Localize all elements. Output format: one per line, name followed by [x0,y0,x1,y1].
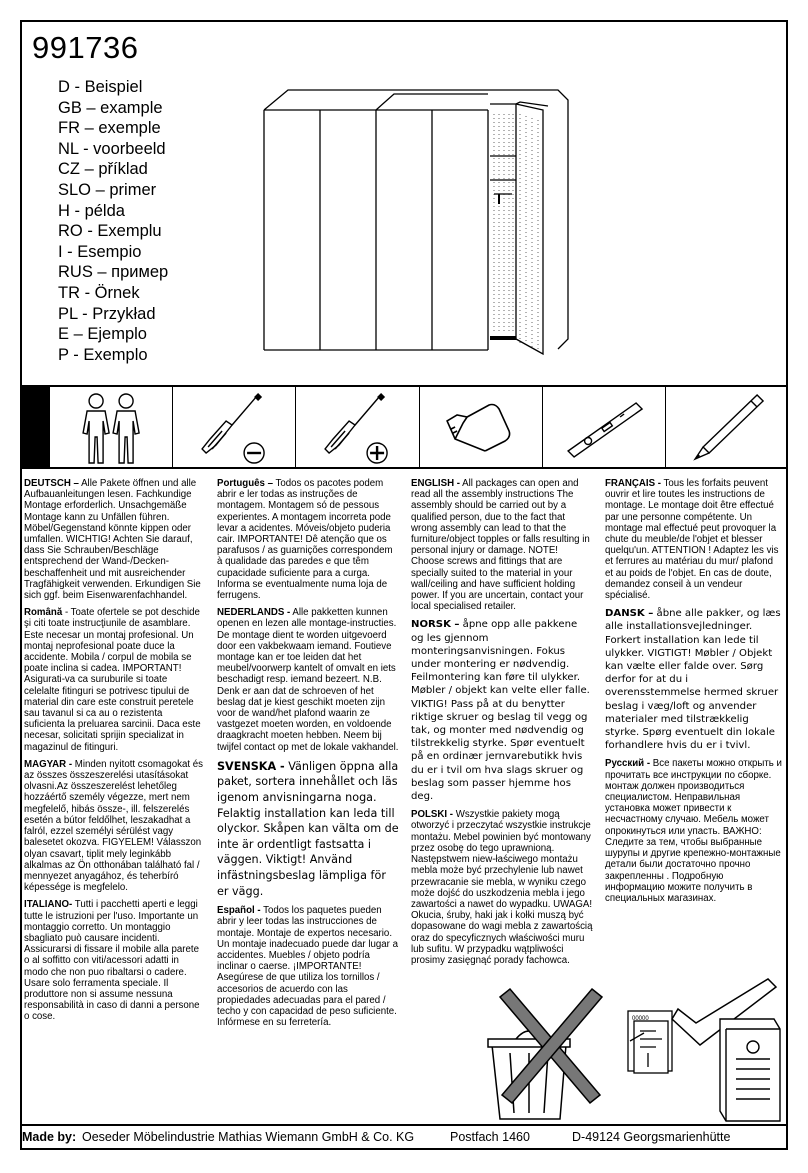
section-swedish: SVENSKA - Vänligen öppna alla paket, sortera innehållet och läs igenom anvisningarna noga. Felaktig installation kan leda till olyckor. Skåpen kan välta om de inte är ordentligt fastsatta i väggen. Viktigt! Använd infästningsbeslag lämpliga för er vägg. [217,759,399,898]
tool-cell-pencil [665,387,788,467]
flat-screwdriver-icon [173,387,295,467]
lang-i: I - Esempio [58,242,142,261]
lang-gb: GB – example [58,98,163,117]
tools-bar-black-strip [20,387,49,467]
po-box: Postfach 1460 [450,1130,530,1144]
lang-e: E – Ejemplo [58,325,147,344]
trash-bin-crossed-icon [488,989,602,1119]
lang-p: P - Exemplo [58,345,148,364]
lang-fr: FR – exemple [58,119,161,138]
lang-h: H - példa [58,201,125,220]
section-spanish: Español - Todos los paquetes pueden abrir y leer todas las instrucciones de montaje. Montaje de expertos necesario. Un montaje inadecuado puede dar lugar a accidentes. Muebles / objeto podría inclinar o caerse. ¡IMPORTANTE! Asegúrese de que utiliza los tornillos / accesorios de acuerdo con las propiedades adecuadas para el pared / techo y con capacidad de peso suficiente. Infórmese en su ferretería. [217,905,398,1029]
text-column-3 [411,478,593,972]
binder-folder-icon [720,1019,780,1121]
section-norwegian: NORSK – åpne opp alle pakkene og les gjennom monteringsanvisningen. Fokus under montering er nødvendig. Feilmontering kan føre til ulykker. Møbler / objekt kan velte eller falle. VIKTIG! Pass på at du benytter riktige skruer og beslag til vegg og tak, og monter med nødvendig og tilstrekkelig styrke. Spør eventuelt på en ordinær jernvarebutikk hvis du er i tvil om hva slags skruer og beslag som passer hjemme hos deg. [411,619,590,803]
section-german: DEUTSCH – Alle Pakete öffnen und alle Aufbauanleitungen lesen. Fachkundige Montage erforderlich. Unsachgemäße Montage kann zu Unfällen führen. Möbel/Gegenstand könnte kippen oder umfallen. WICHTIG! Achten Sie darauf, dass Sie Schrauben/Beschläge entsprechend der Wand-/Decken-beschaffenheit und mit ausreichender Tragfähigkeit verwenden. Erkundigen Sie sich ggf. beim Eisenwarenfachhandel. [24,478,201,602]
pencil-icon [666,387,788,467]
lang-tr: TR - Örnek [58,283,140,302]
lang-cz: CZ – příklad [58,160,148,179]
tool-cell-tape-measure [419,387,542,467]
lang-de: D - Beispiel [58,78,143,96]
section-french: FRANÇAIS - Tous les forfaits peuvent ouvrir et lire toutes les instructions de montage. Le montage doit être effectué par une personne compétente. Un montage mal effectué peut provoquer la chute du meuble/de l'objet et blesser quelqu'un. ATTENTION ! Adaptez les vis et ferrures au matériau du mur/ plafond et au poids de l'objet. En cas de doute, demandez conseil à un vendeur spécialisé. [605,478,779,602]
lang-slo: SLO – primer [58,180,157,199]
section-danish: DANSK – åbne alle pakker, og læs alle installationsvejledninger. Forkert installation kan lede til ulykker. VIGTIGT! Møbler / Objekt kan vælte eller falde over. Sørg derfor for at du i overensstemmelse hermed skruer beslag i væg/loft og anvender materialer med tilstrækkelig styrke. Spørg eventuelt din lokale forhandlere hvis du er i tvivl. [605,608,781,752]
lang-ro: RO - Exemplu [58,222,162,241]
wardrobe-illustration [258,84,578,374]
two-persons-icon [50,387,172,467]
disposal-illustration [480,975,785,1123]
section-italian: ITALIANO- Tutti i pacchetti aperti e leggi tutte le istruzioni per l'uso. Importante un montaggio corretto. Un montaggio sbagliato può causare incidenti. Assicurarsi di fissare il mobile alla parete o al soffitto con viti/acessori adatti in modo che non puo ribaltarsi o cadere. Usare solo ferramenta speciale. Il produttore non si assume nessuna responsabilità in caso di danni a persone o cose. [24,899,200,1023]
tool-cell-phillips-screwdriver [295,387,418,467]
lang-rus: RUS – пример [58,263,169,282]
example-language-list [58,77,168,365]
tools-bar [20,385,788,469]
company-name: Oeseder Möbelindustrie Mathias Wiemann GmbH & Co. KG [82,1130,415,1144]
text-column-4 [605,478,783,910]
text-column-1 [24,478,204,1029]
section-romanian: Română - Toate ofertele se pot deschide şi citi toate instrucţiunile de asamblare. Este necesar un montaj profesional. Un montaj neprofesional poate duce la accidente. Mobila / corpul de mobila se poate inclina si cadea. IMPORTANT! Asigurati-va ca suruburile si toate celelalte fitinguri se potrivesc tipului de material din care este construit peretele sau tavanul si ca au o rezistenta suficienta la preluarea sarcinii. Daca este necesar, solicitati sprijin specializat in magazinul de fitinguri. [24,607,201,753]
section-polish: POLSKI - Wszystkie pakiety mogą otworzyć i przeczytać wszystkie instrukcje montażu. Mebel powinien być montowany przez osobę do tego uprawnioną. Następstwem niew-łaściwego montażu mebla może być przechylenie lub nawet przewracanie sie mebla, w wyniku czego może dojść do uszkodzenia mebla i jego zawartości a nawet do wypadku. UWAGA! Okucia, śruby, haki jak i kołki muszą być dopasowane do wagi mebla z zawartością oraz do specyficznych właściwości muru lub sufitu. W przypadku wątpliwości prosimy zasięgnąć porady fachowca. [411,809,593,966]
tape-measure-icon [420,387,542,467]
text-column-2 [217,478,399,1034]
lang-nl: NL - voorbeeld [58,139,166,158]
section-portuguese: Português – Todos os pacotes podem abrir e ler todas as instruções de montagem. Montagem só de pessous experientes. A montagem incorreta pode levar a acidentes. Móveis/objeto puderia cair. IMPORTANTE! Dê atenção que os parafusos / as guarnições correspondem à qualidade das paredes e que têm cupacidade suficiente para a curga. Informa se eventualmente numa loja de ferrugens. [217,478,393,602]
section-dutch: NEDERLANDS - Alle pakketten kunnen openen en lezen alle montage-instructies. De montage dient te worden uitgevoerd door een vakbekwaam iemand. Foutieve montage kan er toe leiden dat het meubel/voorwerp kantelt of omvalt en iets beschadigt resp. iemand bezeert. N.B. Denk er aan dat de schroeven of het beslag dat je kiest geschikt moeten zijn voor de wand/het plafond waarin ze vastgezet moeten worden, en voldoende draagkracht moeten hebben. Neem bij twijfel contact op met de lokale vakhandel. [217,607,399,753]
city-address: D-49124 Georgsmarienhütte [572,1130,731,1144]
tool-cell-flat-screwdriver [172,387,295,467]
section-hungarian: MAGYAR - Minden nyitott csomagokat és az összes összeszerelési utasításokat olvasni.Az összeszerelést lehetőleg hozzáértő személy végezze, mert nem megfelelő, hibás össze-, ill. felszerelés esetén a bútor feldőlhet, leszakadhat a falról, ezzel személyi sérülést vagy balesetet okozva. FIGYELEM! Válasszon olyan csavart, tiplit mely leginkább alkalmas az Ön otthonában található fal / mennyezet anyagához, és teherbíró képessége is megfelelo. [24,758,203,894]
made-by-label: Made by: [22,1130,77,1144]
tool-cell-persons [49,387,172,467]
lang-pl: PL - Przykład [58,304,156,323]
folder-label: 00000 [632,1016,649,1022]
spirit-level-icon [543,387,665,467]
tool-cell-spirit-level [542,387,665,467]
model-number: 991736 [32,30,139,65]
section-english: ENGLISH - All packages can open and read all the assembly instructions The assembly should be carried out by a qualified person, due to the fact that wrong assembly can lead to that the furniture/object topples or falls resulting in personal injury or damage. NOTE! Choose screws and fittings that are specially suited to the material in your wall/ceiling and have sufficient holding power. If you are uncertain, contact your local specialised retailer. [411,478,590,613]
section-russian: Русский - Все пакеты можно открыть и прочитать все инструкции по сборке. монтаж должен производиться специалистом. Неправильная установка может привести к несчастному случаю. Мебель может опрокинуться или упасть. ВАЖНО: Следите за тем, чтобы выбранные шурупы и другие крепежно-монтажные детали были достаточно прочно закрепленны . Подробную информацию можите получить в специальных магазинах. [605,758,782,904]
footer [20,1124,788,1150]
phillips-screwdriver-icon [296,387,418,467]
